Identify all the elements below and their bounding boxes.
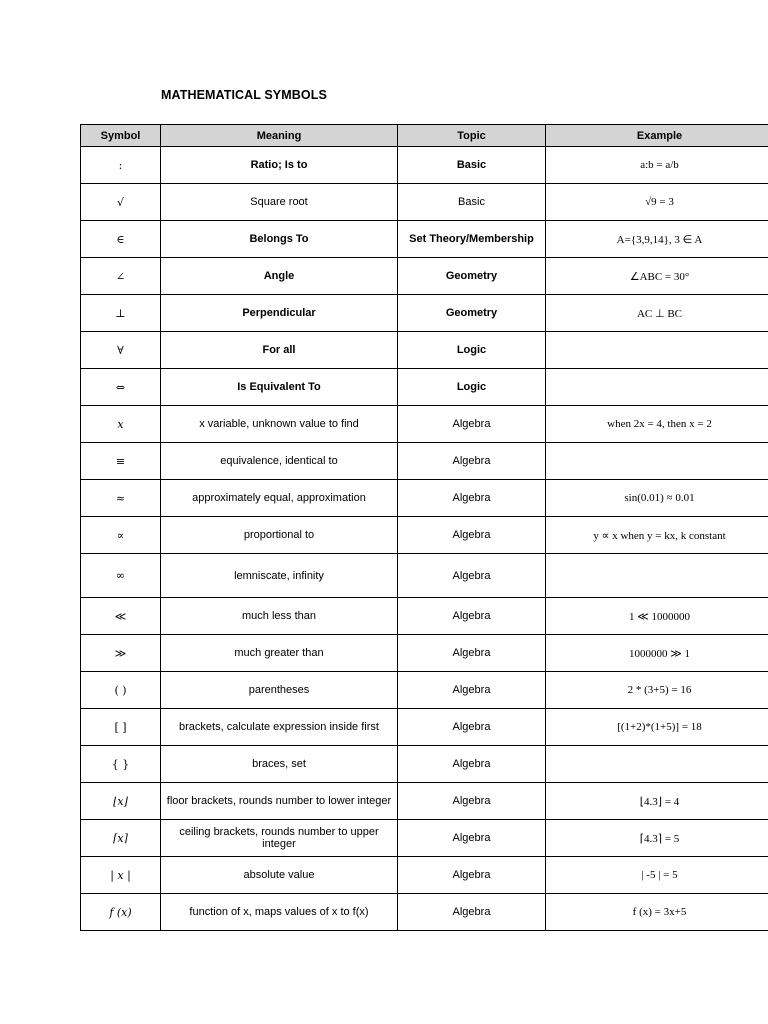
example-cell — [546, 746, 768, 783]
table-row — [81, 635, 768, 672]
table-row — [81, 369, 768, 406]
table-row — [81, 221, 768, 258]
topic-cell: Algebra — [398, 746, 546, 783]
example-cell: when 2x = 4, then x = 2 — [546, 406, 768, 443]
topic-cell: Algebra — [398, 820, 546, 857]
table-row — [81, 857, 768, 894]
example-cell: ⌈4.3⌉ = 5 — [546, 820, 768, 857]
topic-cell: Basic — [398, 184, 546, 221]
example-cell: 2 * (3+5) = 16 — [546, 672, 768, 709]
topic-cell: Logic — [398, 369, 546, 406]
symbol-cell: ∝ — [81, 517, 161, 554]
meaning-cell: absolute value — [161, 857, 398, 894]
table-row — [81, 443, 768, 480]
example-cell: sin(0.01) ≈ 0.01 — [546, 480, 768, 517]
topic-cell: Basic — [398, 147, 546, 184]
example-cell: AC ⊥ BC — [546, 295, 768, 332]
page-title: MATHEMATICAL SYMBOLS — [161, 88, 327, 102]
example-cell: | -5 | = 5 — [546, 857, 768, 894]
meaning-cell: Perpendicular — [161, 295, 398, 332]
example-cell: 1000000 ≫ 1 — [546, 635, 768, 672]
symbol-cell: ≈ — [81, 480, 161, 517]
example-cell: a:b = a/b — [546, 147, 768, 184]
topic-cell: Algebra — [398, 406, 546, 443]
example-cell: [(1+2)*(1+5)] = 18 — [546, 709, 768, 746]
table-row — [81, 554, 768, 598]
symbol-cell: ∠ — [81, 258, 161, 295]
meaning-cell: approximately equal, approximation — [161, 480, 398, 517]
table-row — [81, 709, 768, 746]
example-cell: ⌊4.3⌋ = 4 — [546, 783, 768, 820]
meaning-cell: Is Equivalent To — [161, 369, 398, 406]
topic-cell: Geometry — [398, 295, 546, 332]
table-row — [81, 783, 768, 820]
example-cell — [546, 443, 768, 480]
meaning-cell: floor brackets, rounds number to lower integer — [161, 783, 398, 820]
meaning-cell: Belongs To — [161, 221, 398, 258]
topic-cell: Algebra — [398, 894, 546, 931]
example-cell: y ∝ x when y = kx, k constant — [546, 517, 768, 554]
topic-cell: Algebra — [398, 443, 546, 480]
symbols-table — [80, 124, 768, 931]
meaning-cell: x variable, unknown value to find — [161, 406, 398, 443]
symbol-cell: ⌊x⌋ — [81, 783, 161, 820]
topic-cell: Logic — [398, 332, 546, 369]
table-row — [81, 184, 768, 221]
meaning-cell: braces, set — [161, 746, 398, 783]
meaning-cell: ceiling brackets, rounds number to upper integer — [161, 820, 398, 857]
table-row — [81, 295, 768, 332]
table-row — [81, 258, 768, 295]
topic-cell: Algebra — [398, 857, 546, 894]
example-cell: 1 ≪ 1000000 — [546, 598, 768, 635]
table-header-row — [81, 125, 768, 147]
meaning-cell: much greater than — [161, 635, 398, 672]
example-cell: ∠ABC = 30° — [546, 258, 768, 295]
symbol-cell: { } — [81, 746, 161, 783]
example-cell: √9 = 3 — [546, 184, 768, 221]
symbol-cell: ≫ — [81, 635, 161, 672]
table-row — [81, 147, 768, 184]
topic-cell: Set Theory/Membership — [398, 221, 546, 258]
topic-cell: Algebra — [398, 709, 546, 746]
table-row — [81, 406, 768, 443]
table-body — [81, 147, 768, 931]
meaning-cell: Ratio; Is to — [161, 147, 398, 184]
meaning-cell: Square root — [161, 184, 398, 221]
table-row — [81, 332, 768, 369]
table-row — [81, 894, 768, 931]
meaning-cell: equivalence, identical to — [161, 443, 398, 480]
topic-cell: Algebra — [398, 783, 546, 820]
meaning-cell: proportional to — [161, 517, 398, 554]
header-meaning: Meaning — [161, 125, 398, 147]
header-topic: Topic — [398, 125, 546, 147]
symbol-cell: ∀ — [81, 332, 161, 369]
topic-cell: Algebra — [398, 635, 546, 672]
topic-cell: Algebra — [398, 554, 546, 598]
example-cell — [546, 554, 768, 598]
symbol-cell: ⌈x⌉ — [81, 820, 161, 857]
table-row — [81, 672, 768, 709]
table-row — [81, 820, 768, 857]
symbol-cell: : — [81, 147, 161, 184]
example-cell — [546, 369, 768, 406]
symbol-cell: ≪ — [81, 598, 161, 635]
table-row — [81, 480, 768, 517]
symbol-cell: | x | — [81, 857, 161, 894]
table-row — [81, 746, 768, 783]
meaning-cell: For all — [161, 332, 398, 369]
symbol-cell: √ — [81, 184, 161, 221]
meaning-cell: Angle — [161, 258, 398, 295]
header-symbol: Symbol — [81, 125, 161, 147]
symbol-cell: x — [81, 406, 161, 443]
example-cell: f (x) = 3x+5 — [546, 894, 768, 931]
topic-cell: Algebra — [398, 672, 546, 709]
header-example: Example — [546, 125, 768, 147]
meaning-cell: much less than — [161, 598, 398, 635]
symbol-cell: ⇔ — [81, 369, 161, 406]
symbol-cell: ∞ — [81, 554, 161, 598]
example-cell — [546, 332, 768, 369]
topic-cell: Algebra — [398, 480, 546, 517]
symbol-cell: ∈ — [81, 221, 161, 258]
meaning-cell: lemniscate, infinity — [161, 554, 398, 598]
meaning-cell: brackets, calculate expression inside first — [161, 709, 398, 746]
symbol-cell: ( ) — [81, 672, 161, 709]
meaning-cell: parentheses — [161, 672, 398, 709]
table-row — [81, 598, 768, 635]
meaning-cell: function of x, maps values of x to f(x) — [161, 894, 398, 931]
symbol-cell: f (x) — [81, 894, 161, 931]
table-row — [81, 517, 768, 554]
topic-cell: Algebra — [398, 598, 546, 635]
symbol-cell: [ ] — [81, 709, 161, 746]
symbol-cell: ≡ — [81, 443, 161, 480]
example-cell: A={3,9,14}, 3 ∈ A — [546, 221, 768, 258]
topic-cell: Algebra — [398, 517, 546, 554]
symbol-cell: ⊥ — [81, 295, 161, 332]
topic-cell: Geometry — [398, 258, 546, 295]
